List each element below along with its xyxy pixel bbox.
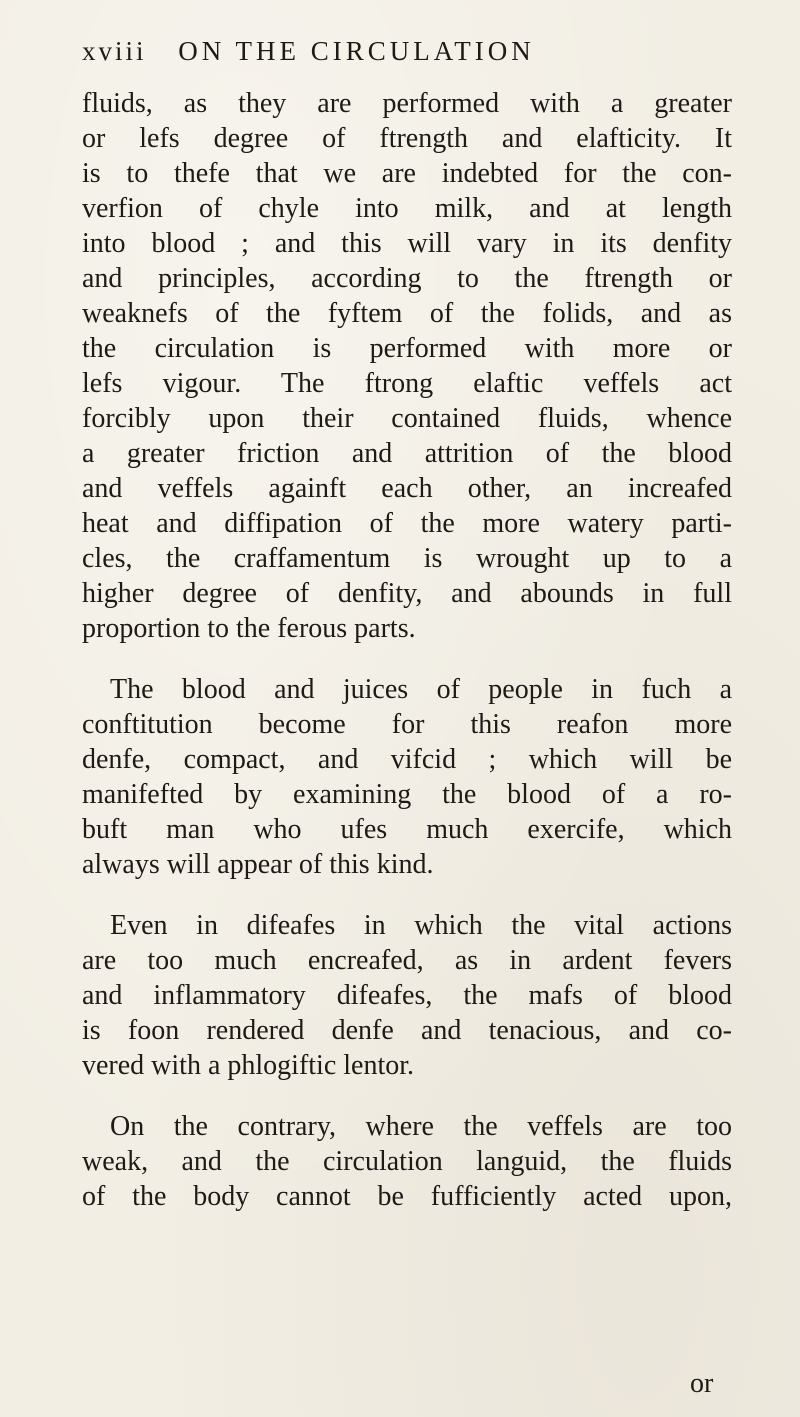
text-line: higher degree of denfity, and abounds in full	[82, 578, 732, 609]
text-line: are too much encreafed, as in ardent fevers	[82, 945, 732, 976]
text-line: verfion of chyle into milk, and at length	[82, 193, 732, 224]
body-text	[82, 86, 732, 1214]
text-line: lefs vigour. The ftrong elaftic veffels act	[82, 368, 732, 399]
text-line: cles, the craffamentum is wrought up to a	[82, 543, 732, 574]
text-line: weaknefs of the fyftem of the folids, and as	[82, 298, 732, 329]
paragraph-2	[82, 672, 732, 882]
text-line: into blood ; and this will vary in its denfity	[82, 228, 732, 259]
text-line: proportion to the ferous parts.	[82, 613, 416, 644]
paragraph-1	[82, 86, 732, 646]
text-line: and principles, according to the ftrength or	[82, 263, 732, 294]
page-number: xviii	[82, 36, 147, 66]
running-title: ON THE CIRCULATION	[178, 36, 535, 66]
text-line: of the body cannot be fufficiently acted upon,	[82, 1181, 732, 1212]
text-line: and inflammatory difeafes, the mafs of blood	[82, 980, 732, 1011]
text-line: always will appear of this kind.	[82, 849, 434, 880]
text-line: On the contrary, where the veffels are too	[110, 1111, 732, 1142]
text-line: forcibly upon their contained fluids, whence	[82, 403, 732, 434]
text-line: manifefted by examining the blood of a ro-	[82, 779, 732, 810]
text-line: heat and diffipation of the more watery parti-	[82, 508, 732, 539]
paragraph-gap	[82, 882, 732, 908]
text-line: is to thefe that we are indebted for the con-	[82, 158, 732, 189]
paragraph-3	[82, 908, 732, 1083]
text-line: a greater friction and attrition of the blood	[82, 438, 732, 469]
text-line: fluids, as they are performed with a greater	[82, 88, 732, 119]
text-line: is foon rendered denfe and tenacious, and co-	[82, 1015, 732, 1046]
text-line: weak, and the circulation languid, the fluids	[82, 1146, 732, 1177]
text-line: Even in difeafes in which the vital actions	[110, 910, 732, 941]
paragraph-4	[82, 1109, 732, 1214]
text-line: and veffels againft each other, an increafed	[82, 473, 732, 504]
text-line: buft man who ufes much exercife, which	[82, 814, 732, 845]
paragraph-gap	[82, 1083, 732, 1109]
text-line: the circulation is performed with more or	[82, 333, 732, 364]
running-head	[82, 36, 732, 76]
paragraph-gap	[82, 646, 732, 672]
text-line: The blood and juices of people in fuch a	[110, 674, 732, 705]
text-line: or lefs degree of ftrength and elafticity. It	[82, 123, 732, 154]
catchword: or	[690, 1368, 714, 1399]
text-line: denfe, compact, and vifcid ; which will be	[82, 744, 732, 775]
text-line: conftitution become for this reafon more	[82, 709, 732, 740]
text-line: vered with a phlogiftic lentor.	[82, 1050, 415, 1081]
